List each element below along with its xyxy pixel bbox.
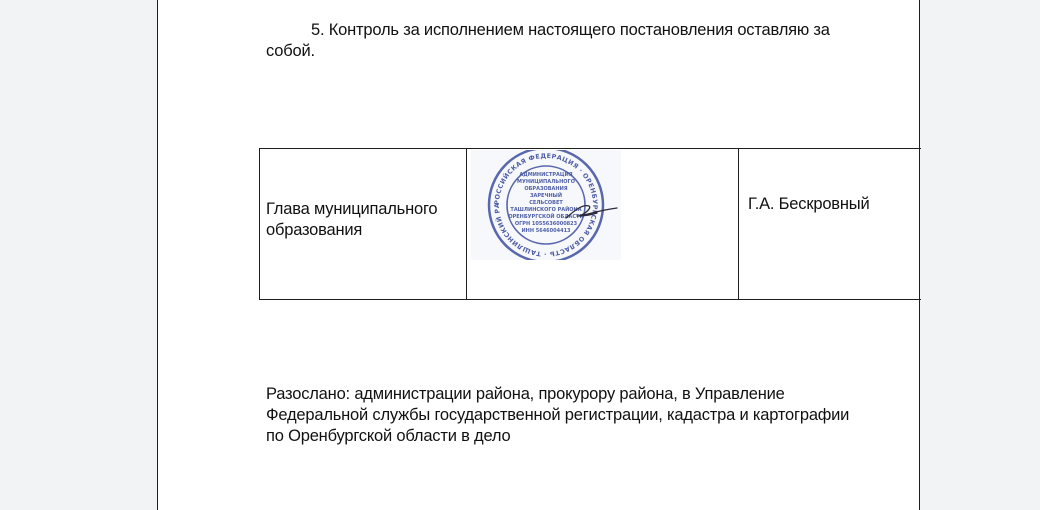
svg-text:МУНИЦИПАЛЬНОГО: МУНИЦИПАЛЬНОГО bbox=[517, 179, 575, 185]
svg-text:ОГРН 1055636000823: ОГРН 1055636000823 bbox=[514, 221, 578, 227]
svg-text:ЗАРЕЧНЫЙ: ЗАРЕЧНЫЙ bbox=[529, 193, 563, 199]
svg-text:ОРЕНБУРГСКОЙ ОБЛАСТИ: ОРЕНБУРГСКОЙ ОБЛАСТИ bbox=[508, 214, 584, 220]
signatory-position: Глава муниципального образования bbox=[266, 200, 438, 239]
seal-graphic bbox=[471, 150, 603, 260]
paragraph-5 bbox=[266, 20, 866, 62]
official-seal-stamp bbox=[471, 150, 621, 260]
svg-text:ИНН 5646004413: ИНН 5646004413 bbox=[521, 228, 571, 234]
signatory-name: Г.А. Бескровный bbox=[748, 195, 870, 213]
seal-ring-text: РОССИЙСКАЯ ФЕДЕРАЦИЯ · ОРЕНБУРГСКАЯ ОБЛАСТЬ · ТАШЛИНСКИЙ РА bbox=[492, 151, 600, 259]
signature-position-cell bbox=[260, 149, 467, 300]
svg-text:АДМИНИСТРАЦИЯ: АДМИНИСТРАЦИЯ bbox=[519, 172, 573, 178]
svg-text:СЕЛЬСОВЕТ: СЕЛЬСОВЕТ bbox=[529, 200, 563, 206]
signature-row bbox=[260, 149, 922, 300]
seal-and-signature-graphic bbox=[471, 150, 621, 260]
document-page bbox=[157, 0, 920, 510]
svg-text:ОБРАЗОВАНИЯ: ОБРАЗОВАНИЯ bbox=[524, 186, 568, 192]
paragraph-5-text: 5. Контроль за исполнением настоящего постановления оставляю за собой. bbox=[266, 21, 830, 60]
distribution-list: Разослано: администрации района, прокурору района, в Управление Федеральной службы государственной регистрации, кадастра и картографии по Оренбургской области в дело bbox=[266, 385, 850, 445]
svg-text:ТАШЛИНСКОГО РАЙОНА: ТАШЛИНСКОГО РАЙОНА bbox=[510, 207, 582, 213]
signature-name-cell bbox=[739, 149, 922, 300]
signature-table bbox=[259, 148, 921, 300]
seal-center-text bbox=[508, 172, 583, 234]
signature-seal-cell bbox=[467, 149, 739, 300]
